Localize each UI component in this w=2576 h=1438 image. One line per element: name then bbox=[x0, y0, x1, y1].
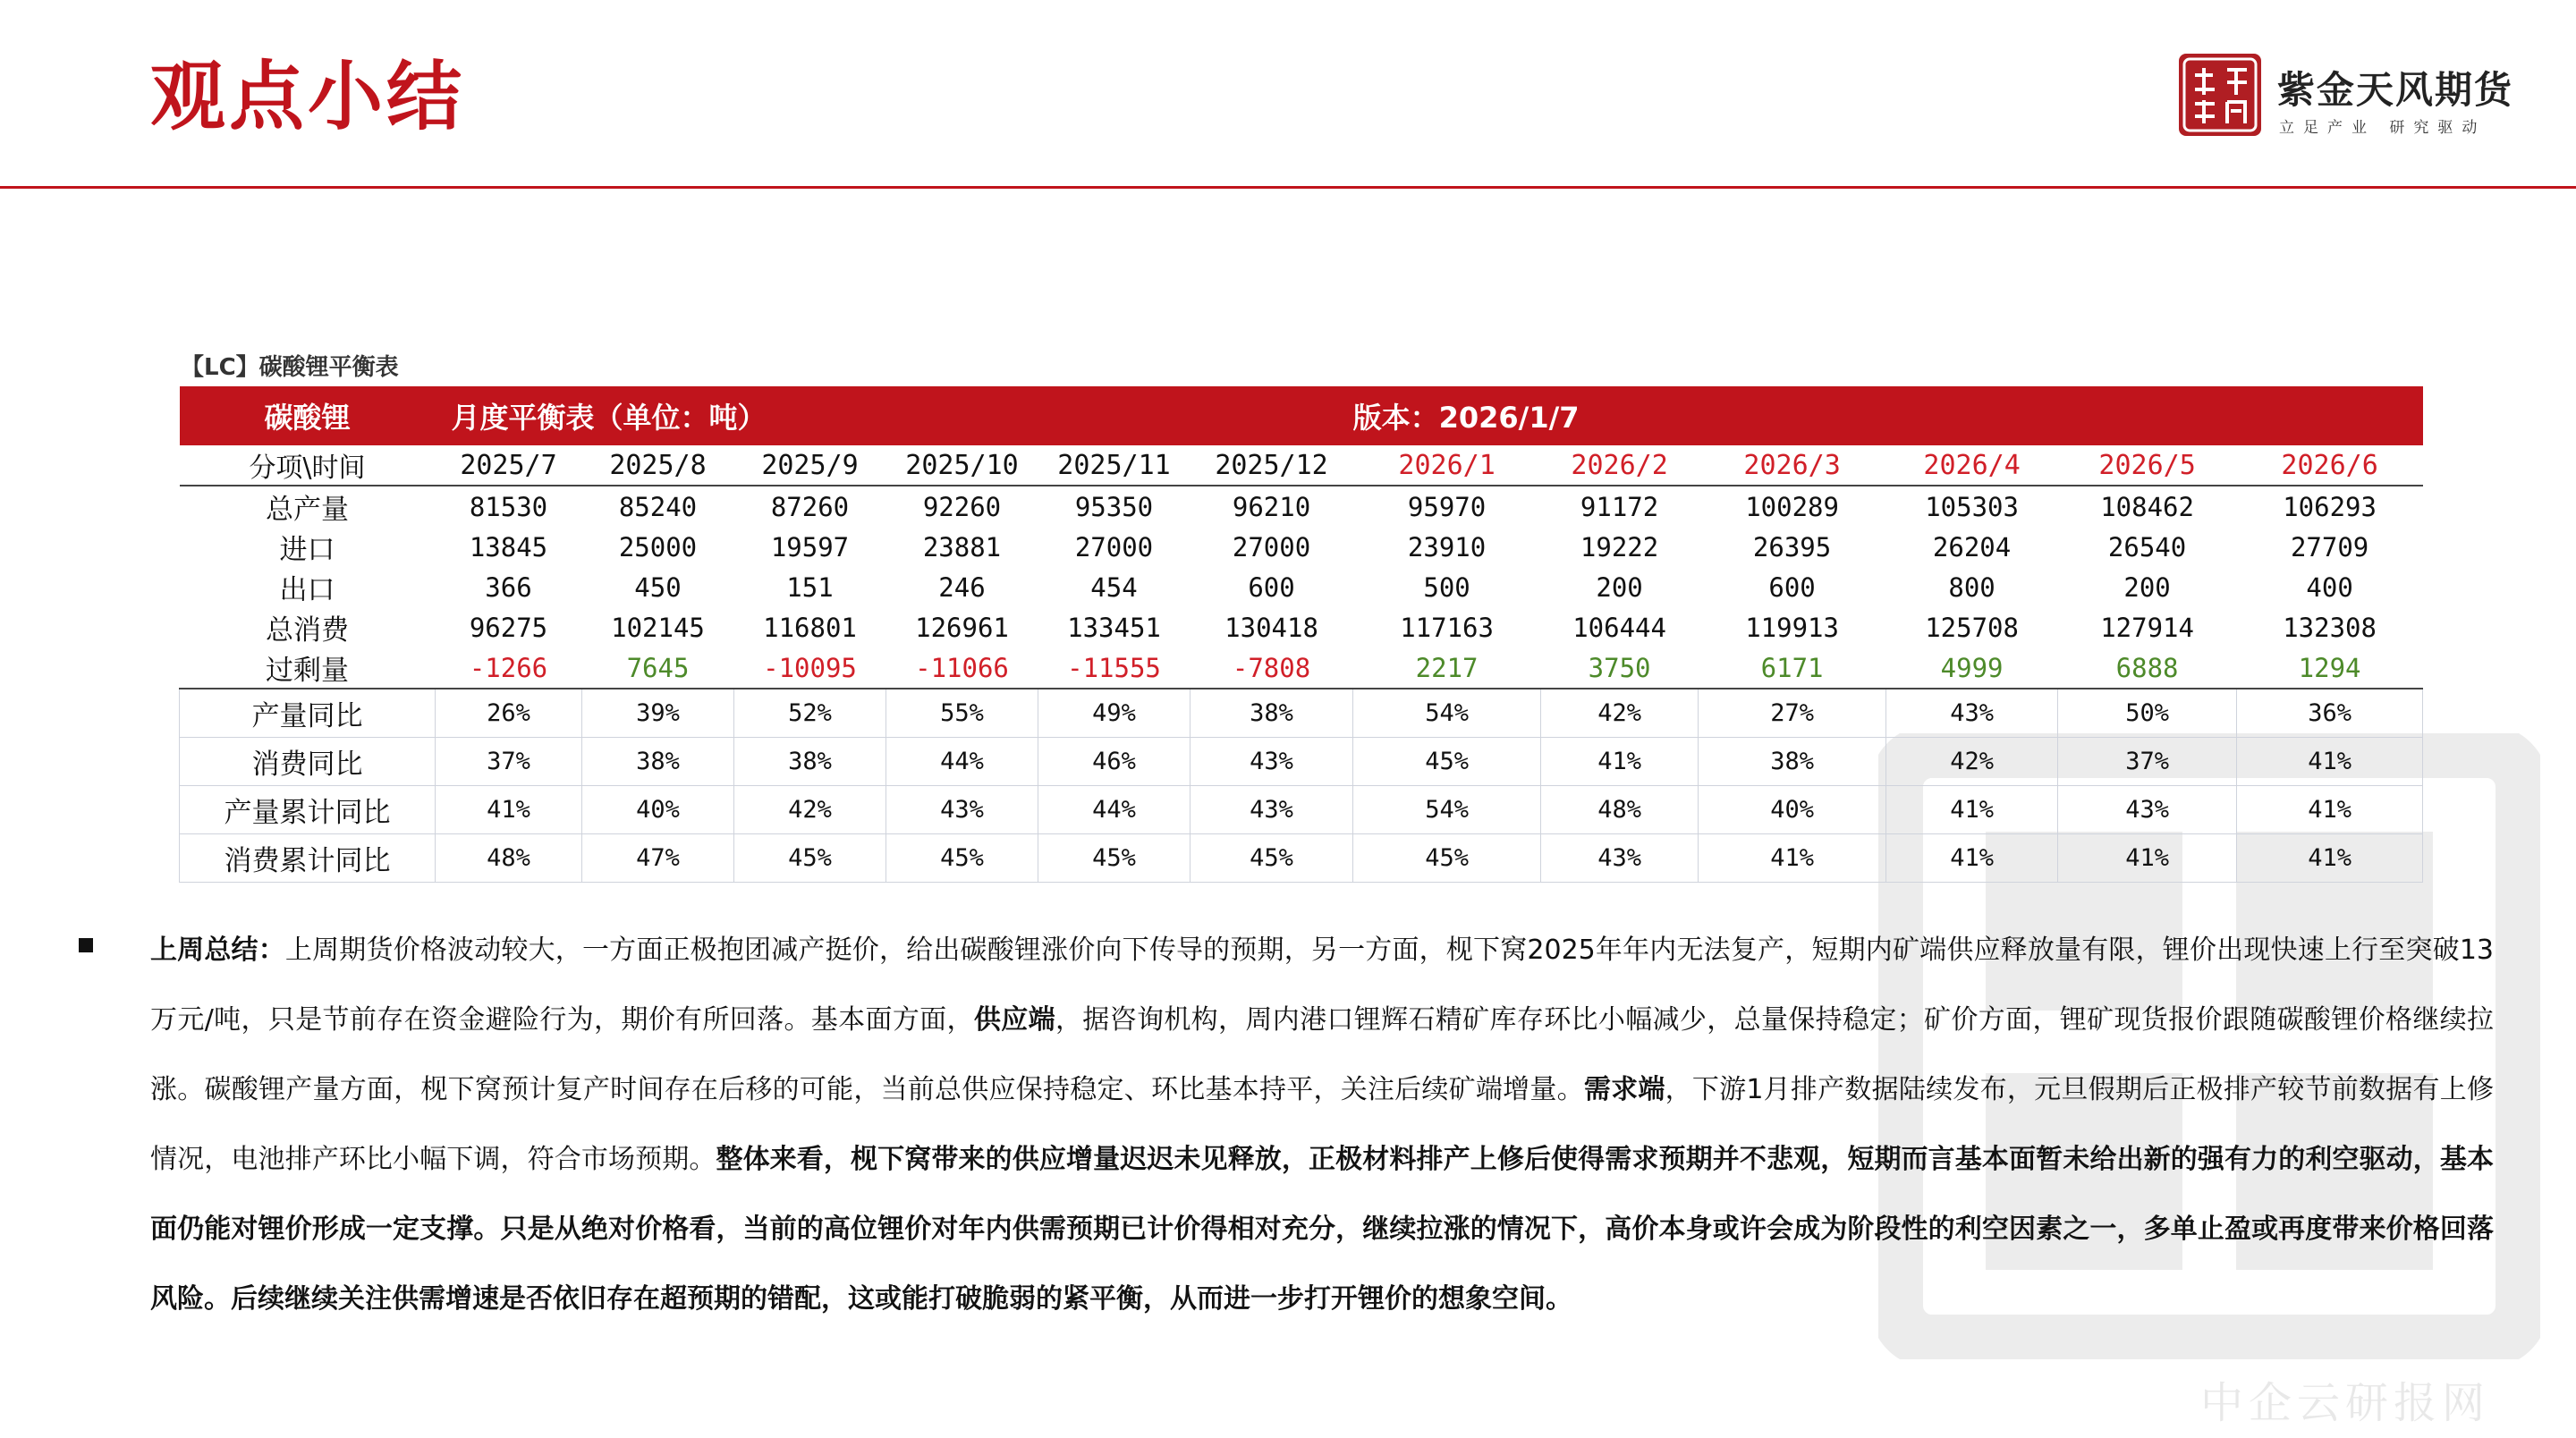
table-cell: 45% bbox=[1191, 834, 1353, 883]
table-cell: 151 bbox=[786, 571, 834, 603]
table-cell: 127914 bbox=[2100, 612, 2194, 643]
table-cell: 85240 bbox=[618, 491, 698, 522]
month-header: 2025/8 bbox=[582, 445, 734, 486]
table-cell: -11066 bbox=[886, 647, 1038, 689]
month-header: 2026/1 bbox=[1353, 445, 1541, 486]
summary-segment: 整体来看，枧下窝带来的供应增量迟迟未见释放，正极材料排产上修后使得需求预期并不悲观，短期而言基本面暂未给出新的强有力的利空驱动，基本面仍能对锂价形成一定支撑。只是从绝对价格看，当前的高位锂价对年内供需预期已计价得相对充分，继续拉涨的情况下，高价本身或许会成为阶段性的利空因素之一，多单止盈或再度带来价格回落风险。后续继续关注供需增速是否依旧存在超预期的错配，这或能打破脆弱的紧平衡，从而进一步打开锂价的想象空间。 bbox=[150, 1144, 2495, 1315]
table-cell: -11555 bbox=[1038, 647, 1191, 689]
month-header: 2025/10 bbox=[886, 445, 1038, 486]
row-label: 消费同比 bbox=[180, 738, 436, 786]
banner-version: 版本：2026/1/7 bbox=[1353, 386, 2423, 445]
table-cell: 54% bbox=[1353, 689, 1541, 738]
table-banner-row bbox=[180, 386, 2423, 445]
logo-tagline: 立足产业 研究驱动 bbox=[2279, 119, 2487, 137]
summary-segment: ，下游1月排产数据陆续发布，元旦假期后正极排产较节前数据有上修情况，电池排产环比小幅下调，符合市场预期。 bbox=[150, 1074, 2495, 1175]
table-cell: 41% bbox=[436, 786, 582, 834]
table-cell: 26395 bbox=[1752, 531, 1832, 563]
table-cell: 13845 bbox=[469, 531, 548, 563]
table-cell: 44% bbox=[886, 738, 1038, 786]
bullet-square-icon bbox=[79, 938, 93, 952]
table-cell: 500 bbox=[1423, 571, 1470, 603]
table-cell: 27709 bbox=[2290, 531, 2369, 563]
table-cell: 36% bbox=[2237, 689, 2423, 738]
table-row bbox=[180, 786, 2423, 834]
month-header: 2026/3 bbox=[1699, 445, 1886, 486]
table-cell: -1266 bbox=[436, 647, 582, 689]
table-caption bbox=[181, 349, 399, 382]
table-row bbox=[180, 567, 2423, 607]
table-row bbox=[180, 527, 2423, 567]
month-header: 2025/11 bbox=[1038, 445, 1191, 486]
table-cell: 117163 bbox=[1400, 612, 1494, 643]
table-cell: -7808 bbox=[1191, 647, 1353, 689]
table-cell: 41% bbox=[2237, 738, 2423, 786]
table-cell: 26204 bbox=[1932, 531, 2012, 563]
table-cell: 55% bbox=[886, 689, 1038, 738]
summary-segment: 供应端 bbox=[973, 1004, 1055, 1036]
table-cell: 45% bbox=[1353, 834, 1541, 883]
table-cell: 95350 bbox=[1074, 491, 1154, 522]
table-cell: 106444 bbox=[1572, 612, 1666, 643]
table-cell: 87260 bbox=[770, 491, 850, 522]
table-cell: 23881 bbox=[922, 531, 1002, 563]
month-header: 2026/4 bbox=[1886, 445, 2058, 486]
table-row bbox=[180, 689, 2423, 738]
table-cell: 96275 bbox=[469, 612, 548, 643]
table-cell: 41% bbox=[2237, 834, 2423, 883]
table-cell: 92260 bbox=[922, 491, 1002, 522]
table-cell: 600 bbox=[1248, 571, 1295, 603]
table-cell: 27000 bbox=[1232, 531, 1311, 563]
table-cell: 91172 bbox=[1580, 491, 1659, 522]
table-cell: 3750 bbox=[1541, 647, 1699, 689]
table-cell: 600 bbox=[1768, 571, 1816, 603]
month-header: 2026/6 bbox=[2237, 445, 2423, 486]
row-label: 消费累计同比 bbox=[180, 834, 436, 883]
table-row bbox=[180, 486, 2423, 527]
table-cell: 54% bbox=[1353, 786, 1541, 834]
table-cell: 366 bbox=[485, 571, 532, 603]
table-cell: 43% bbox=[1541, 834, 1699, 883]
table-cell: 133451 bbox=[1067, 612, 1161, 643]
table-cell: 45% bbox=[1353, 738, 1541, 786]
row-label: 出口 bbox=[279, 574, 335, 606]
table-header-row bbox=[180, 445, 2423, 486]
table-cell: 41% bbox=[1886, 786, 2058, 834]
table-cell: 200 bbox=[1596, 571, 1643, 603]
table-cell: 47% bbox=[582, 834, 734, 883]
table-cell: 119913 bbox=[1745, 612, 1839, 643]
table-cell: 454 bbox=[1090, 571, 1138, 603]
table-cell: 46% bbox=[1038, 738, 1191, 786]
table-cell: 45% bbox=[734, 834, 886, 883]
table-cell: 400 bbox=[2306, 571, 2353, 603]
table-cell: -10095 bbox=[734, 647, 886, 689]
table-cell: 25000 bbox=[618, 531, 698, 563]
table-cell: 26% bbox=[436, 689, 582, 738]
table-cell: 41% bbox=[2237, 786, 2423, 834]
table-cell: 41% bbox=[1541, 738, 1699, 786]
row-label: 进口 bbox=[279, 534, 335, 566]
table-cell: 26540 bbox=[2107, 531, 2187, 563]
table-cell: 44% bbox=[1038, 786, 1191, 834]
company-logo bbox=[2179, 54, 2514, 143]
summary-segment: 上周总结： bbox=[150, 935, 285, 966]
table-cell: 42% bbox=[1541, 689, 1699, 738]
table-cell: 38% bbox=[1699, 738, 1886, 786]
table-cell: 6171 bbox=[1699, 647, 1886, 689]
table-cell: 106293 bbox=[2283, 491, 2377, 522]
pct-rows bbox=[180, 689, 2423, 883]
table-cell: 37% bbox=[2058, 738, 2237, 786]
table-cell: 42% bbox=[734, 786, 886, 834]
table-cell: 246 bbox=[938, 571, 986, 603]
table-cell: 41% bbox=[2058, 834, 2237, 883]
table-cell: 108462 bbox=[2100, 491, 2194, 522]
table-cell: 6888 bbox=[2058, 647, 2237, 689]
table-cell: 81530 bbox=[469, 491, 548, 522]
table-cell: 50% bbox=[2058, 689, 2237, 738]
table-cell: 450 bbox=[634, 571, 682, 603]
table-cell: 45% bbox=[886, 834, 1038, 883]
table-cell: 800 bbox=[1948, 571, 1996, 603]
logo-seal-graphic bbox=[2179, 54, 2261, 136]
month-header: 2026/2 bbox=[1541, 445, 1699, 486]
header-divider bbox=[0, 186, 2576, 189]
month-header: 2025/12 bbox=[1191, 445, 1353, 486]
table-cell: 48% bbox=[1541, 786, 1699, 834]
row-header-label: 分项\时间 bbox=[180, 445, 436, 486]
table-cell: 130418 bbox=[1224, 612, 1318, 643]
table-cell: 45% bbox=[1038, 834, 1191, 883]
table-cell: 43% bbox=[886, 786, 1038, 834]
table-cell: 116801 bbox=[763, 612, 857, 643]
table-cell: 102145 bbox=[611, 612, 705, 643]
table-cell: 38% bbox=[582, 738, 734, 786]
table-cell: 38% bbox=[1191, 689, 1353, 738]
table-cell: 23910 bbox=[1407, 531, 1487, 563]
table-cell: 4999 bbox=[1886, 647, 2058, 689]
logo-seal-icon bbox=[2179, 54, 2261, 136]
table-row bbox=[180, 607, 2423, 647]
table-cell: 43% bbox=[1191, 786, 1353, 834]
table-row bbox=[180, 834, 2423, 883]
table-cell: 40% bbox=[1699, 786, 1886, 834]
row-label: 总消费 bbox=[266, 614, 349, 647]
table-cell: 7645 bbox=[582, 647, 734, 689]
table-cell: 37% bbox=[436, 738, 582, 786]
table-cell: 126961 bbox=[915, 612, 1009, 643]
banner-unit: 月度平衡表（单位：吨） bbox=[436, 386, 1353, 445]
table-row bbox=[180, 738, 2423, 786]
table-cell: 52% bbox=[734, 689, 886, 738]
logo-company-name: 紫金天风期货 bbox=[2277, 68, 2514, 112]
table-cell: 132308 bbox=[2283, 612, 2377, 643]
month-header: 2025/9 bbox=[734, 445, 886, 486]
table-cell: 95970 bbox=[1407, 491, 1487, 522]
table-cell: 38% bbox=[734, 738, 886, 786]
table-cell: 19222 bbox=[1580, 531, 1659, 563]
summary-segment: ，据咨询机构，周内港口锂辉石精矿库存环比小幅减少，总量保持稳定；矿价方面，锂矿现货报价跟随碳酸锂价格继续拉涨。碳酸锂产量方面，枧下窝预计复产时间存在后移的可能，当前总供应保持稳定、环比基本持平，关注后续矿端增量。 bbox=[150, 1004, 2495, 1105]
table-cell: 27% bbox=[1699, 689, 1886, 738]
table-cell: 41% bbox=[1699, 834, 1886, 883]
weekly-summary-paragraph bbox=[150, 916, 2494, 1334]
balance-table bbox=[179, 386, 2423, 883]
table-cell: 40% bbox=[582, 786, 734, 834]
table-cell: 49% bbox=[1038, 689, 1191, 738]
table-cell: 42% bbox=[1886, 738, 2058, 786]
table-caption-text: 【LC】碳酸锂平衡表 bbox=[181, 354, 399, 381]
table-cell: 48% bbox=[436, 834, 582, 883]
table-cell: 19597 bbox=[770, 531, 850, 563]
table-row bbox=[180, 647, 2423, 689]
table-cell: 43% bbox=[1191, 738, 1353, 786]
summary-segment: 上周期货价格波动较大，一方面正极抱团减产挺价，给出碳酸锂涨价向下传导的预期，另一方面，枧下窝2025年年内无法复产，短期内矿端供应释放量有限，锂价出现快速上行至突破13万元/吨，只是节前存在资金避险行为，期价有所回落。基本面方面， bbox=[150, 935, 2494, 1036]
row-label: 产量累计同比 bbox=[180, 786, 436, 834]
row-label: 过剩量 bbox=[180, 647, 436, 689]
banner-product: 碳酸锂 bbox=[180, 386, 436, 445]
table-cell: 100289 bbox=[1745, 491, 1839, 522]
table-cell: 39% bbox=[582, 689, 734, 738]
table-cell: 2217 bbox=[1353, 647, 1541, 689]
table-cell: 105303 bbox=[1925, 491, 2019, 522]
page-title: 观点小结 bbox=[150, 52, 466, 140]
table-cell: 43% bbox=[2058, 786, 2237, 834]
summary-segment: 需求端 bbox=[1583, 1074, 1665, 1105]
main-rows bbox=[180, 486, 2423, 689]
month-header: 2026/5 bbox=[2058, 445, 2237, 486]
table-cell: 41% bbox=[1886, 834, 2058, 883]
watermark-text: 中企云研报网 bbox=[2200, 1378, 2491, 1428]
row-label: 产量同比 bbox=[180, 689, 436, 738]
table-cell: 1294 bbox=[2237, 647, 2423, 689]
table-cell: 200 bbox=[2123, 571, 2171, 603]
table-cell: 96210 bbox=[1232, 491, 1311, 522]
month-header: 2025/7 bbox=[436, 445, 582, 486]
table-cell: 27000 bbox=[1074, 531, 1154, 563]
table-cell: 43% bbox=[1886, 689, 2058, 738]
table-cell: 125708 bbox=[1925, 612, 2019, 643]
row-label: 总产量 bbox=[266, 494, 349, 526]
